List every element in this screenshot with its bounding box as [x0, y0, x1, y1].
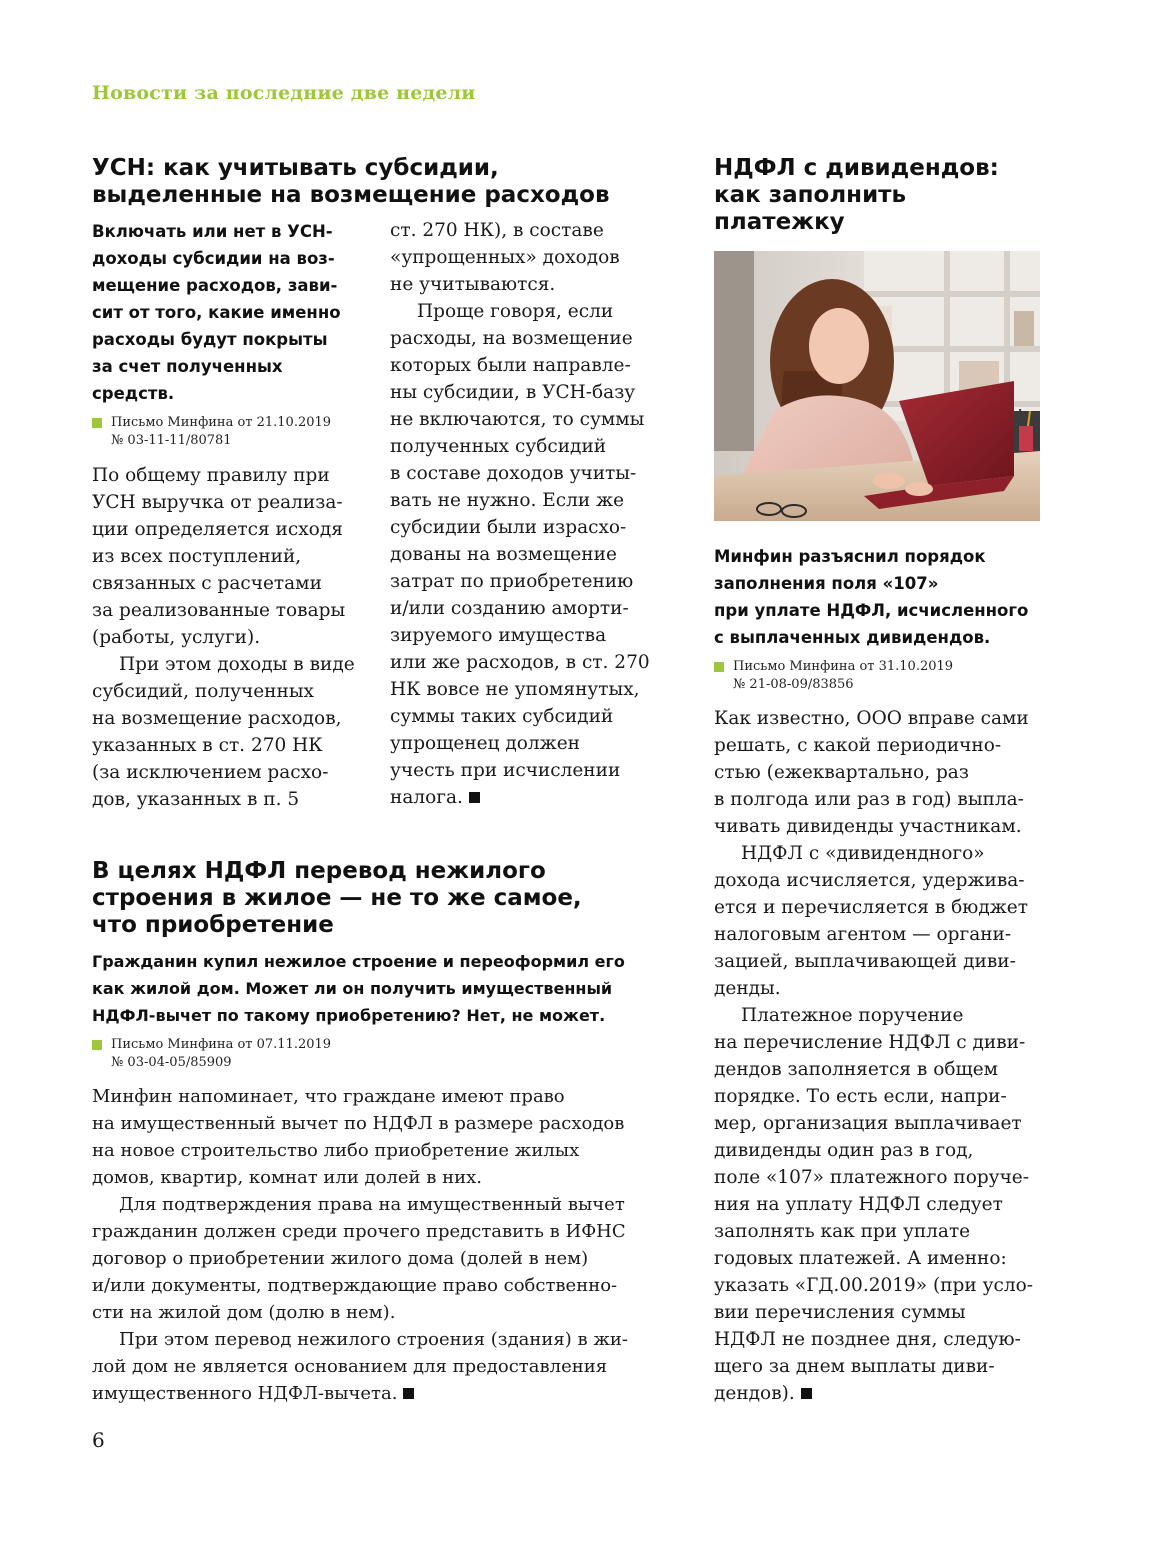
paragraph: Для подтверждения права на имущественный вычет гражданин должен среди прочего представить в ИФНС договор о приобретении жилого дома (долей в нем) и/или документы, подтверждающие право собственно- сти на жилой дом (долю в нем). [92, 1194, 626, 1323]
article-dividends-body [714, 705, 1054, 1407]
article-dividends-lead: Минфин разъяснил порядок заполнения поля «107» при уплате НДФЛ, исчисленного с выплаченных дивидендов. [714, 547, 1029, 647]
article-usn-column-1 [92, 462, 377, 813]
bullet-square-icon [714, 662, 724, 672]
end-of-article-icon [469, 792, 480, 803]
article-property-source: Письмо Минфина от 07.11.2019 № 03-04-05/85909 [92, 1036, 392, 1072]
article-property-title: В целях НДФЛ перевод нежилого строения в жилое — не то же самое, что приобретение [92, 858, 582, 938]
article-usn-lead: Включать или нет в УСН- доходы субсидии на воз- мещение расходов, зави- сит от того, какие именно расходы будут покрыты за счет полученных средств. [92, 222, 341, 403]
paragraph: Как известно, ООО вправе сами решать, с какой периодично- стью (ежеквартально, раз в полгода или раз в год) выпла- чивать дивиденды участникам. [714, 708, 1029, 837]
end-of-article-icon [801, 1388, 812, 1399]
article-usn-title [92, 155, 672, 209]
article-property-body [92, 1083, 692, 1407]
end-of-article-icon [403, 1388, 414, 1399]
paragraph: При этом перевод нежилого строения (здания) в жи- лой дом не является основанием для предоставления имущественного НДФЛ-вычета. [92, 1329, 628, 1404]
article-property-lead: Гражданин купил нежилое строение и переоформил его как жилой дом. Может ли он получить имущественный НДФЛ-вычет по такому приобретению? Нет, не может. [92, 952, 625, 1025]
paragraph: При этом доходы в виде субсидий, полученных на возмещение расходов, указанных в ст. 270 НК (за исключением расхо- дов, указанных в п. 5 [92, 654, 355, 810]
title-line: УСН: как учитывать субсидии, [92, 155, 499, 181]
section-title: Новости за последние две недели [92, 82, 476, 104]
bullet-square-icon [92, 418, 102, 428]
article-photo [714, 251, 1040, 521]
article-usn-column-2 [390, 217, 680, 811]
article-usn-source: Письмо Минфина от 21.10.2019 № 03-11-11/80781 [92, 414, 372, 450]
paragraph: ст. 270 НК), в составе «упрощенных» доходов не учитываются. [390, 220, 620, 295]
article-dividends-source: Письмо Минфина от 31.10.2019 № 21-08-09/83856 [714, 658, 1014, 694]
paragraph: НДФЛ с «дивидендного» дохода исчисляется, удержива- ется и перечисляется в бюджет налоговым агентом — органи- зацией, выплачивающей диви- денды. [714, 843, 1028, 999]
article-dividends-title: НДФЛ с дивидендов: как заполнить платежку [714, 155, 999, 235]
paragraph: Платежное поручение на перечисление НДФЛ с диви- дендов заполняется в общем порядке. То есть если, напри- мер, организация выплачивает дивиденды один раз в год, поле «107» платежного поруче- ния на уплату НДФЛ следует заполнять как при уплате годовых платежей. А именно: указать «ГД.00.2019» (при усло- вии перечисления суммы НДФЛ не позднее дня, следую- щего за днем выплаты диви- дендов). [714, 1005, 1033, 1404]
paragraph: Проще говоря, если расходы, на возмещение которых были направле- ны субсидии, в УСН-базу не включаются, то суммы полученных субсидий в составе доходов учиты- вать не нужно. Если же субсидии были израсхо- дованы на возмещение затрат по приобретению и/или созданию аморти- зируемого имущества или же расходов, в ст. 270 НК вовсе не упомянутых, суммы таких субсидий упрощенец должен учесть при исчислении налога. [390, 301, 650, 808]
bullet-square-icon [92, 1040, 102, 1050]
woman-at-laptop-photo [714, 251, 1040, 521]
paragraph: Минфин напоминает, что граждане имеют право на имущественный вычет по НДФЛ в размере расходов на новое строительство либо приобретение жилых домов, квартир, комнат или долей в них. [92, 1086, 625, 1188]
page-number: 6 [92, 1428, 105, 1452]
title-line: выделенные на возмещение расходов [92, 182, 610, 208]
paragraph: По общему правилу при УСН выручка от реализа- ции определяется исходя из всех поступлений, связанных с расчетами за реализованные товары (работы, услуги). [92, 465, 346, 648]
